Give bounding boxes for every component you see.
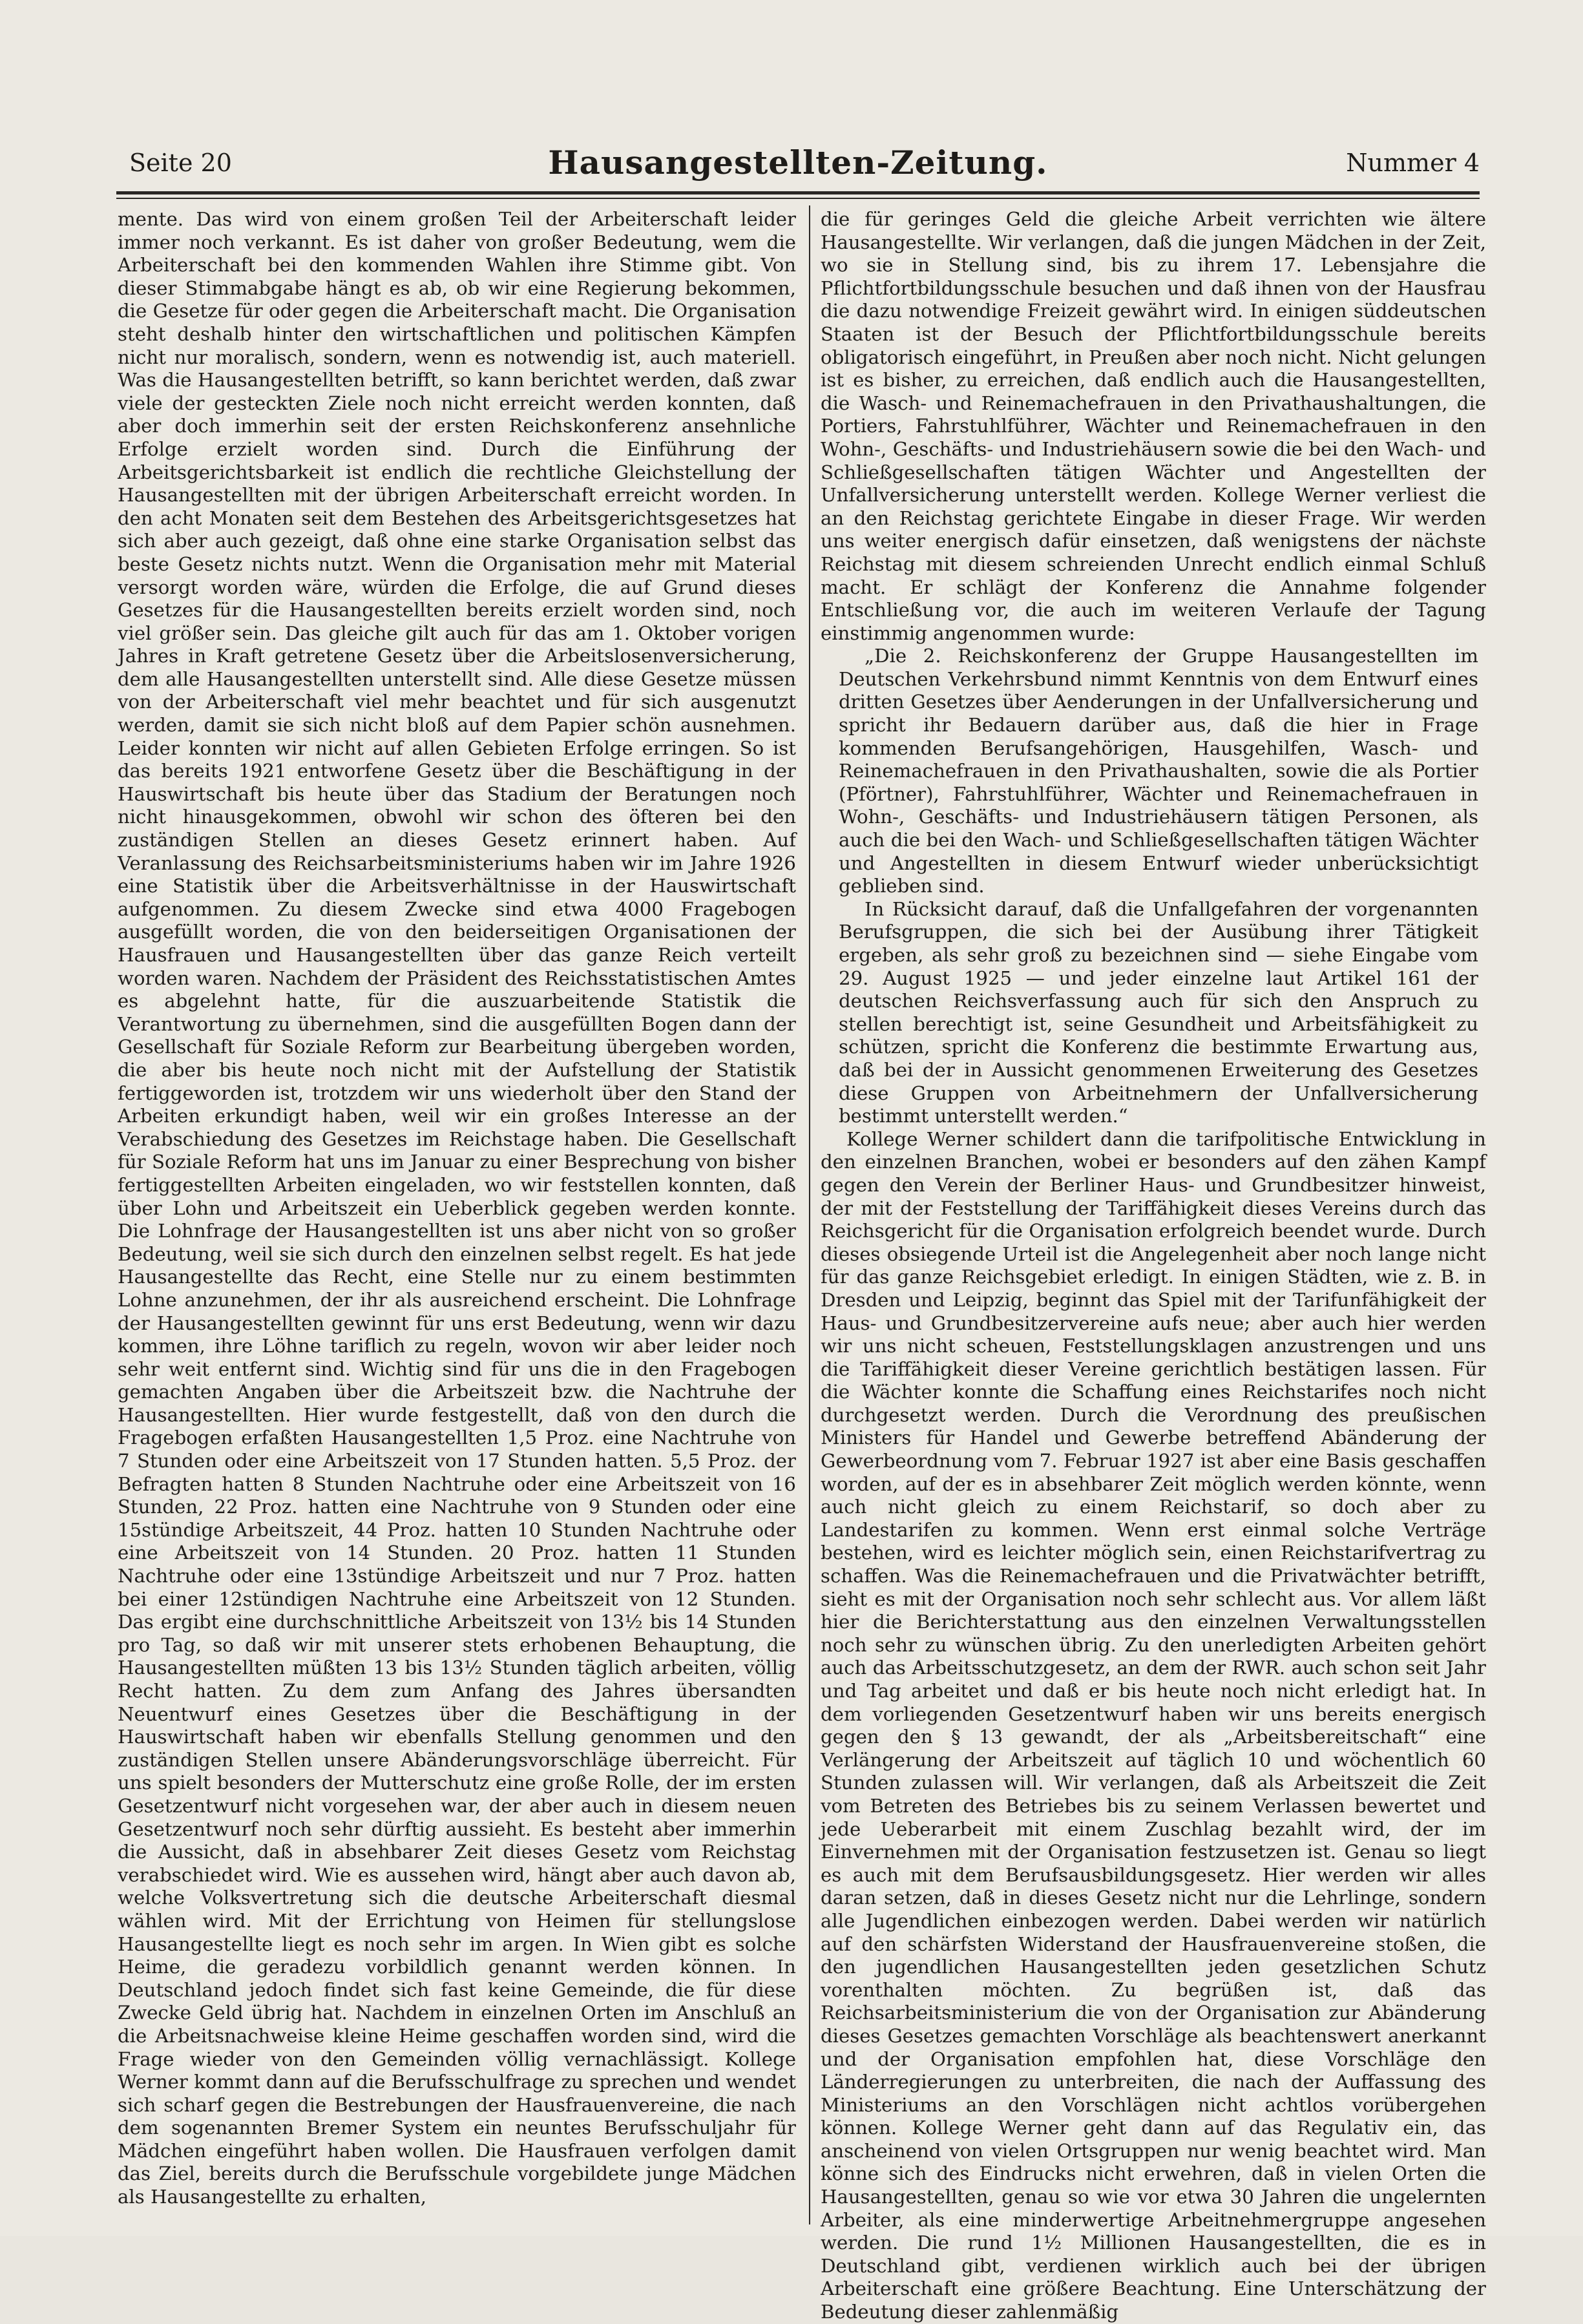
resolution-quote: „Die 2. Reichskonferenz der Gruppe Hausangestellten im Deutschen Verkehrsbund nimmt Kenntnis von dem Entwurf eines dritten Gesetzes über Aenderungen in der Unfallversicherung und spricht ihr Bedauern darüber aus, daß die hier in Frage kommenden Berufsangehörigen, Hausgehilfen, Wasch- und Reinemachefrauen in den Privathaushalten, sowie die als Portier (Pförtner), Fahrstuhlführer, Wächter und Reinemachefrauen in Wohn-, Geschäfts- und Industriehäusern tätigen Personen, als auch die bei den Wach- und Schließgesellschaften tätigen Wächter und Angestellten in diesem Entwurf wieder unberücksichtigt geblieben sind. — [839, 645, 1478, 897]
page-header — [116, 143, 1480, 189]
resolution-quote-continued: In Rücksicht darauf, daß die Unfallgefahren der vorgenannten Berufsgruppen, die sich bei der Ausübung ihrer Tätigkeit ergeben, als sehr groß zu bezeichnen sind — siehe Eingabe vom 29. August 1925 — und jeder einzelne laut Artikel 161 der deutschen Reichsverfassung auch für sich den Anspruch zu stellen berechtigt ist, seine Gesundheit und Arbeitsfähigkeit zu schützen, spricht die Konferenz die bestimmte Erwartung aus, daß bei der in Aussicht genommenen Erweiterung des Gesetzes diese Gruppen von Arbeitnehmern der Unfallversicherung bestimmt unterstellt werden.“ — [839, 897, 1478, 1127]
issue-number: Nummer 4 — [1346, 149, 1480, 177]
right-column — [821, 208, 1486, 2323]
column-divider — [809, 205, 810, 2225]
article-paragraph: die für geringes Geld die gleiche Arbeit verrichten wie ältere Hausangestellte. Wir verlangen, daß die jungen Mädchen in der Zeit, wo sie in Stellung sind, bis zu ihrem 17. Lebensjahre die Pflichtfortbildungsschule besuchen und daß ihnen von der Hausfrau die dazu notwendige Freizeit gewährt wird. In einigen süddeutschen Staaten ist der Besuch der Pflichtfortbildungsschule bereits obligatorisch eingeführt, in Preußen aber noch nicht. Nicht gelungen ist es bisher, zu erreichen, daß endlich auch die Hausangestellten, die Wasch- und Reinemachefrauen in den Privathaushaltungen, die Portiers, Fahrstuhlführer, Wächter und Reinemachefrauen in den Wohn-, Geschäfts- und Industriehäusern sowie die bei den Wach- und Schließgesellschaften tätigen Wächter und Angestellten der Unfallversicherung unterstellt werden. Kollege Werner verliest die an den Reichstag gerichtete Eingabe in dieser Frage. Wir werden uns weiter energisch dafür einsetzen, daß wenigstens der nächste Reichstag mit diesem schreienden Unrecht endlich einmal Schluß macht. Er schlägt der Konferenz die Annahme folgender Entschließung vor, die auch im weiteren Verlaufe der Tagung einstimmig angenommen wurde: — [821, 208, 1486, 644]
page-number: Seite 20 — [129, 149, 232, 177]
header-rule — [116, 191, 1480, 194]
newspaper-title: Hausangestellten-Zeitung. — [548, 143, 1048, 182]
article-paragraph: mente. Das wird von einem großen Teil der Arbeiterschaft leider immer noch verkannt. Es ist daher von großer Bedeutung, wem die Arbeiterschaft bei den kommenden Wahlen ihre Stimme gibt. Von dieser Stimmabgabe hängt es ab, ob wir eine Regierung bekommen, die Gesetze für oder gegen die Arbeiterschaft macht. Die Organisation steht deshalb hinter den wirtschaftlichen und politischen Kämpfen nicht nur moralisch, sondern, wenn es notwendig ist, auch materiell. Was die Hausangestellten betrifft, so kann berichtet werden, daß zwar viele der gesteckten Ziele noch nicht erreicht werden konnten, daß aber doch immerhin seit der ersten Reichskonferenz ansehnliche Erfolge erzielt worden sind. Durch die Einführung der Arbeitsgerichtsbarkeit ist endlich die rechtliche Gleichstellung der Hausangestellten mit der übrigen Arbeiterschaft erreicht worden. In den acht Monaten seit dem Bestehen des Arbeitsgerichtsgesetzes hat sich aber auch gezeigt, daß ohne eine starke Organisation selbst das beste Gesetz nichts nutzt. Wenn die Organisation mehr mit Material versorgt worden wäre, würden die Erfolge, die auf Grund dieses Gesetzes für die Hausangestellten bereits erzielt worden sind, noch viel größer sein. Das gleiche gilt auch für das am 1. Oktober vorigen Jahres in Kraft getretene Gesetz über die Arbeitslosenversicherung, dem alle Hausangestellten unterstellt sind. Alle diese Gesetze müssen von der Arbeiterschaft viel mehr beachtet und für sich ausgenutzt werden, damit sie sich nicht bloß auf dem Papier schön ausnehmen. Leider konnten wir nicht auf allen Gebieten Erfolge erringen. So ist das bereits 1921 entworfene Gesetz über die Beschäftigung in der Hauswirtschaft bis heute über das Stadium der Beratungen noch nicht hinausgekommen, obwohl wir schon des öfteren bei den zuständigen Stellen an dieses Gesetz erinnert haben. Auf Veranlassung des Reichsarbeitsministeriums haben wir im Jahre 1926 eine Statistik über die Arbeitsverhältnisse in der Hauswirtschaft aufgenommen. Zu diesem Zwecke sind etwa 4000 Fragebogen ausgefüllt worden, die von den beiderseitigen Organisationen der Hausfrauen und Hausangestellten über das ganze Reich verteilt worden waren. Nachdem der Präsident des Reichsstatistischen Amtes es abgelehnt hatte, für die auszuarbeitende Statistik die Verantwortung zu übernehmen, sind die ausgefüllten Bogen dann der Gesellschaft für Soziale Reform zur Bearbeitung übergeben worden, die aber bis heute noch nicht mit der Aufstellung der Statistik fertiggeworden ist, trotzdem wir uns wiederholt über den Stand der Arbeiten erkundigt haben, weil wir ein großes Interesse an der Verabschiedung des Gesetzes im Reichstage haben. Die Gesellschaft für Soziale Reform hat uns im Januar zu einer Besprechung von bisher fertiggestellten Arbeiten eingeladen, wo wir feststellen konnten, daß über Lohn und Arbeitszeit ein Ueberblick gegeben werden konnte. Die Lohnfrage der Hausangestellten ist uns aber nicht von so großer Bedeutung, weil sie sich durch den einzelnen selbst regelt. Es hat jede Hausangestellte das Recht, eine Stelle nur zu einem bestimmten Lohne anzunehmen, der ihr als ausreichend erscheint. Die Lohnfrage der Hausangestellten gewinnt für uns erst Bedeutung, wenn wir dazu kommen, ihre Löhne tariflich zu regeln, wovon wir aber leider noch sehr weit entfernt sind. Wichtig sind für uns die in den Fragebogen gemachten Angaben über die Arbeitszeit bzw. die Nachtruhe der Hausangestellten. Hier wurde festgestellt, daß von den durch die Fragebogen erfaßten Hausangestellten 1,5 Proz. eine Nachtruhe von 7 Stunden oder eine Arbeitszeit von 17 Stunden hatten. 5,5 Proz. der Befragten hatten 8 Stunden Nachtruhe oder eine Arbeitszeit von 16 Stunden, 22 Proz. hatten eine Nachtruhe von 9 Stunden oder eine 15stündige Arbeitszeit, 44 Proz. hatten 10 Stunden Nachtruhe oder eine Arbeitszeit von 14 Stunden. 20 Proz. hatten 11 Stunden Nachtruhe oder eine 13stündige Arbeitszeit und nur 7 Proz. hatten bei einer 12stündigen Nachtruhe eine Arbeitszeit von 12 Stunden. Das ergibt eine durchschnittliche Arbeitszeit von 13½ bis 14 Stunden pro Tag, so daß wir mit unserer stets erhobenen Behauptung, die Hausangestellten müßten 13 bis 13½ Stunden täglich arbeiten, völlig Recht hatten. Zu dem zum Anfang des Jahres übersandten Neuentwurf eines Gesetzes über die Beschäftigung in der Hauswirtschaft haben wir ebenfalls Stellung genommen und den zuständigen Stellen unsere Abänderungsvorschläge überreicht. Für uns spielt besonders der Mutterschutz eine große Rolle, der im ersten Gesetzentwurf nicht vorgesehen war, der aber auch in diesem neuen Gesetzentwurf noch sehr dürftig aussieht. Es besteht aber immerhin die Aussicht, daß in absehbarer Zeit dieses Gesetz vom Reichstag verabschiedet wird. Wie es aussehen wird, hängt aber auch davon ab, welche Volksvertretung sich die deutsche Arbeiterschaft diesmal wählen wird. Mit der Errichtung von Heimen für stellungslose Hausangestellte liegt es noch sehr im argen. In Wien gibt es solche Heime, die geradezu vorbildlich genannt werden können. In Deutschland jedoch findet sich fast keine Gemeinde, die für diese Zwecke Geld übrig hat. Nachdem in einzelnen Orten im Anschluß an die Arbeitsnachweise kleine Heime geschaffen worden sind, wird die Frage wieder von den Gemeinden völlig vernachlässigt. Kollege Werner kommt dann auf die Berufsschulfrage zu sprechen und wendet sich scharf gegen die Bestrebungen der Hausfrauenvereine, die nach dem sogenannten Bremer System ein neuntes Berufsschuljahr für Mädchen eingeführt haben wollen. Die Hausfrauen verfolgen damit das Ziel, bereits durch die Berufsschule vorgebildete junge Mädchen als Hausangestellte zu erhalten, — [118, 208, 796, 2208]
header-rule-thin — [116, 198, 1480, 199]
left-column — [118, 208, 796, 2224]
article-paragraph: Kollege Werner schildert dann die tarifpolitische Entwicklung in den einzelnen Branchen, wobei er besonders auf den zähen Kampf gegen den Verein der Berliner Haus- und Grundbesitzer hinweist, der mit der Feststellung der Tariffähigkeit dieses Vereins durch das Reichsgericht für die Organisation erfolgreich beendet wurde. Durch dieses obsiegende Urteil ist die Angelegenheit aber noch lange nicht für das ganze Reichsgebiet erledigt. In einigen Städten, wie z. B. in Dresden und Leipzig, beginnt das Spiel mit der Tarifunfähigkeit der Haus- und Grundbesitzervereine aufs neue; aber auch hier werden wir uns nicht scheuen, Feststellungsklagen anzustrengen und uns die Tariffähigkeit dieser Vereine gerichtlich bestätigen lassen. Für die Wächter konnte die Schaffung eines Reichstarifes noch nicht durchgesetzt werden. Durch die Verordnung des preußischen Ministers für Handel und Gewerbe betreffend Abänderung der Gewerbeordnung vom 7. Februar 1927 ist aber eine Basis geschaffen worden, auf der es in absehbarer Zeit möglich werden könnte, wenn auch nicht gleich zu einem Reichstarif, so doch aber zu Landestarifen zu kommen. Wenn erst einmal solche Verträge bestehen, wird es leichter möglich sein, einen Reichstarifvertrag zu schaffen. Was die Reinemachefrauen und die Privatwächter betrifft, sieht es mit der Organisation noch sehr schlecht aus. Vor allem läßt hier die Berichterstattung aus den einzelnen Verwaltungsstellen noch sehr zu wünschen übrig. Zu den unerledigten Arbeiten gehört auch das Arbeitsschutzgesetz, an dem der RWR. auch schon seit Jahr und Tag arbeitet und daß er bis heute noch nicht erledigt hat. In dem vorliegenden Gesetzentwurf haben wir uns bereits energisch gegen den § 13 gewandt, der als „Arbeitsbereitschaft“ eine Verlängerung der Arbeitszeit auf täglich 10 und wöchentlich 60 Stunden zulassen will. Wir verlangen, daß als Arbeitszeit die Zeit vom Betreten des Betriebes bis zu seinem Verlassen bewertet und jede Ueberarbeit mit einem Zuschlag bezahlt wird, der im Einvernehmen mit der Organisation festzusetzen ist. Genau so liegt es auch mit dem Berufsausbildungsgesetz. Hier werden wir alles daran setzen, daß in dieses Gesetz nicht nur die Lehrlinge, sondern alle Jugendlichen einbezogen werden. Dabei werden wir natürlich auf den schärfsten Widerstand der Hausfrauenvereine stoßen, die den jugendlichen Hausangestellten jeden gesetzlichen Schutz vorenthalten möchten. Zu begrüßen ist, daß das Reichsarbeitsministerium die von der Organisation zur Abänderung dieses Gesetzes gemachten Vorschläge als beachtenswert anerkannt und der Organisation empfohlen hat, diese Vorschläge den Länderregierungen zu unterbreiten, die nach der Auffassung des Ministeriums an den Vorschlägen nicht achtlos vorübergehen können. Kollege Werner geht dann auf das Regulativ ein, das anscheinend von vielen Ortsgruppen nur wenig beachtet wird. Man könne sich des Eindrucks nicht erwehren, daß in vielen Orten die Hausangestellten, genau so wie vor etwa 30 Jahren die ungelernten Arbeiter, als eine minderwertige Arbeitnehmergruppe angesehen werden. Die rund 1½ Millionen Hausangestellten, die es in Deutschland gibt, verdienen wirklich auch bei der übrigen Arbeiterschaft eine größere Beachtung. Eine Unterschätzung der Bedeutung dieser zahlenmäßig — [821, 1127, 1486, 2323]
